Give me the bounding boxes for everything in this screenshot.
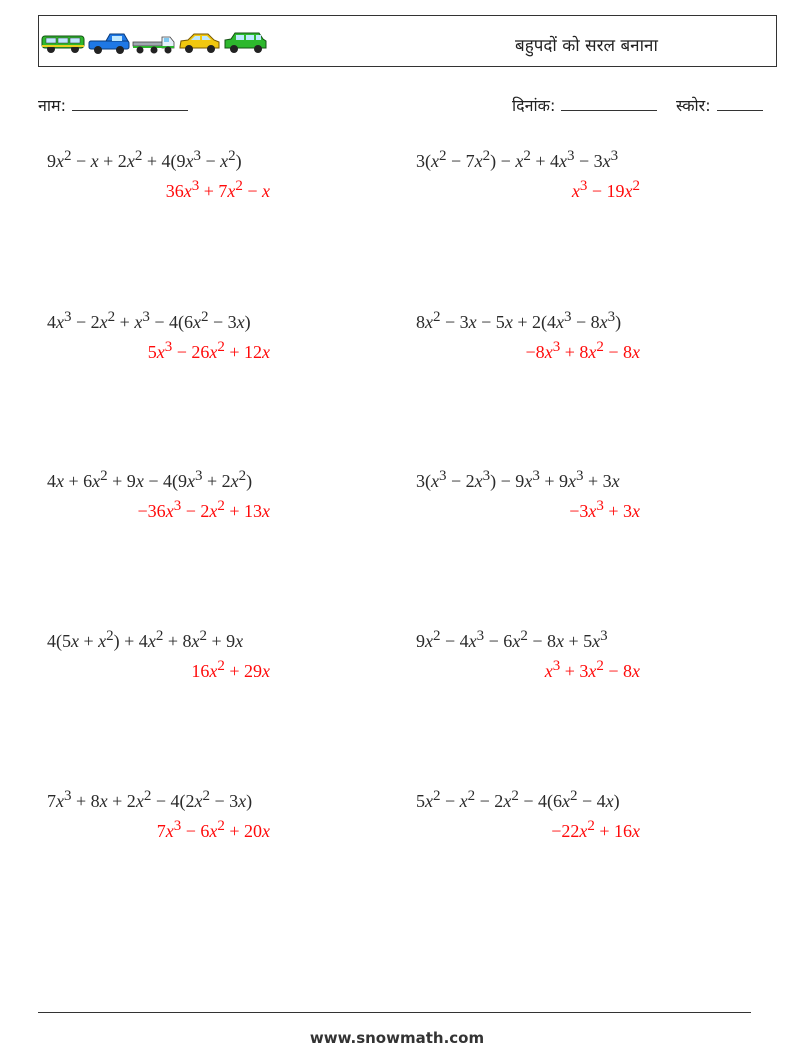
problem-expression: $4x^3 - 2x^2 + x^3 - 4(6x^2 - 3x)$	[47, 309, 251, 332]
problem-expression: $8x^2 - 3x - 5x + 2(4x^3 - 8x^3)$	[416, 309, 622, 332]
problem-answer: $x^3 - 19x^2$	[571, 178, 640, 201]
problem-expression: $4(5x + x^2) + 4x^2 + 8x^2 + 9x$	[47, 628, 244, 651]
problem-answer: $36x^3 + 7x^2 - x$	[165, 178, 270, 201]
yellow-car-icon	[180, 34, 219, 53]
problem-expression: $3(x^2 - 7x^2) - x^2 + 4x^3 - 3x^3$	[416, 148, 619, 171]
date-label: दिनांक:	[512, 96, 556, 115]
problem-answer: $-3x^3 + 3x$	[569, 498, 640, 521]
score-field	[676, 94, 763, 116]
worksheet-title: बहुपदों को सरल बनाना	[515, 36, 658, 56]
green-suv-icon	[225, 33, 266, 53]
problem-expression: $9x^2 - 4x^3 - 6x^2 - 8x + 5x^3$	[416, 628, 608, 651]
problem-answer: $x^3 + 3x^2 - 8x$	[544, 658, 640, 681]
problem-expression: $9x^2 - x + 2x^2 + 4(9x^3 - x^2)$	[47, 148, 242, 171]
problem-answer: $-8x^3 + 8x^2 - 8x$	[525, 339, 640, 362]
problem-answer: $7x^3 - 6x^2 + 20x$	[156, 818, 270, 841]
blue-pickup-icon	[89, 34, 129, 54]
problem-expression: $5x^2 - x^2 - 2x^2 - 4(6x^2 - 4x)$	[416, 788, 620, 811]
name-label: नाम:	[38, 96, 66, 115]
footer-website: www.snowmath.com	[309, 1029, 485, 1047]
footer-divider	[38, 1012, 751, 1013]
date-field	[512, 94, 657, 116]
car-icons-strip	[41, 29, 271, 55]
problem-expression: $3(x^3 - 2x^3) - 9x^3 + 9x^3 + 3x$	[416, 468, 620, 491]
name-field	[38, 94, 188, 116]
problem-answer: $16x^2 + 29x$	[191, 658, 270, 681]
score-blank-line[interactable]	[717, 96, 763, 111]
header-box	[38, 15, 777, 67]
name-blank-line[interactable]	[72, 96, 188, 111]
problem-answer: $-36x^3 - 2x^2 + 13x$	[137, 498, 270, 521]
problem-expression: $7x^3 + 8x + 2x^2 - 4(2x^2 - 3x)$	[47, 788, 253, 811]
score-label: स्कोर:	[676, 96, 711, 115]
green-van-icon	[42, 36, 84, 53]
problem-answer: $-22x^2 + 16x$	[551, 818, 640, 841]
flatbed-truck-icon	[133, 37, 174, 54]
date-blank-line[interactable]	[561, 96, 657, 111]
problem-answer: $5x^3 - 26x^2 + 12x$	[147, 339, 270, 362]
problem-expression: $4x + 6x^2 + 9x - 4(9x^3 + 2x^2)$	[47, 468, 253, 491]
